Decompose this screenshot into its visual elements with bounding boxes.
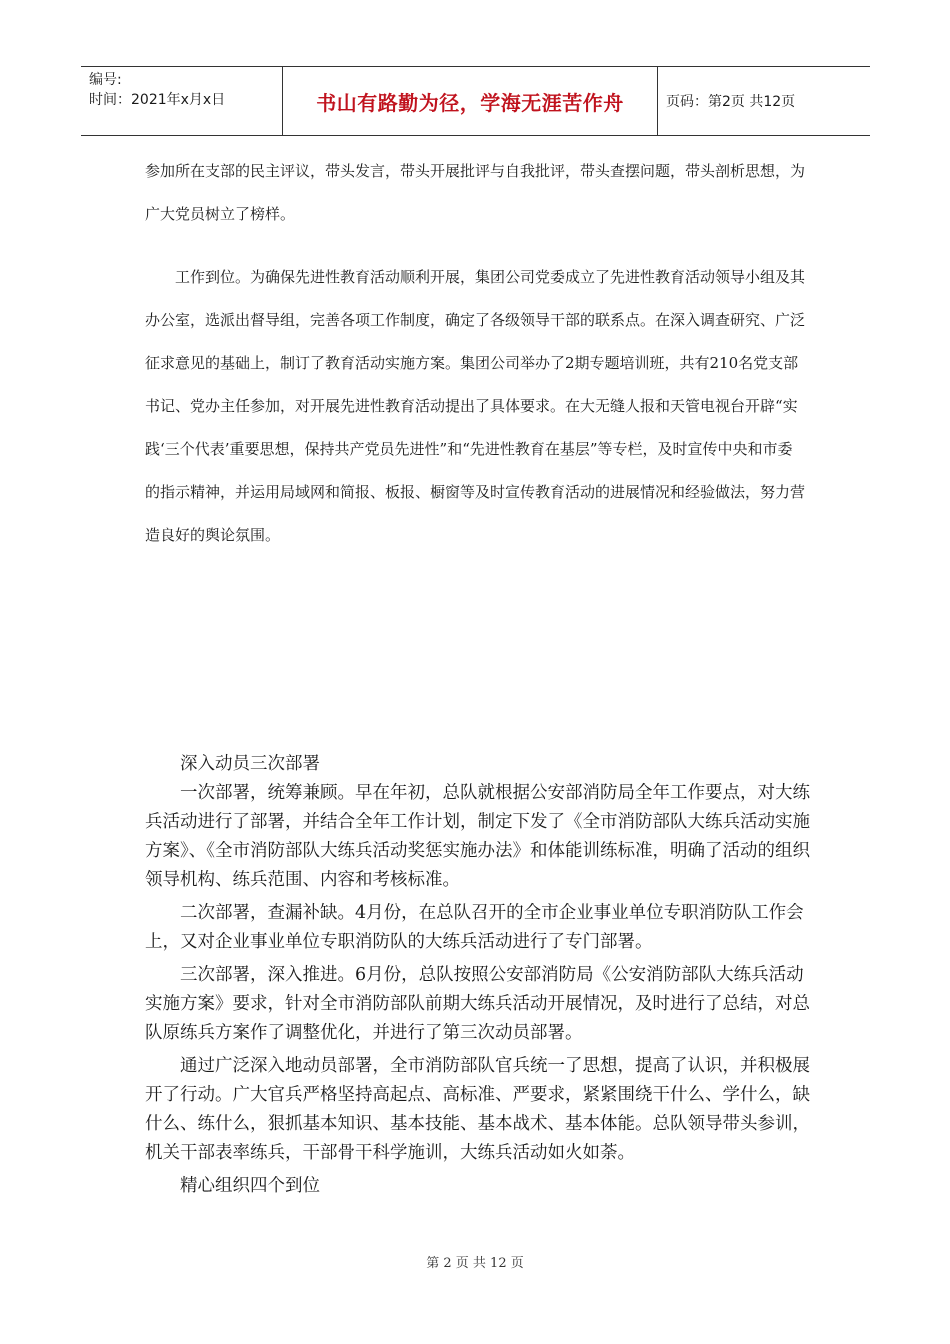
paragraph: 工作到位。为确保先进性教育活动顺利开展，集团公司党委成立了先进性教育活动领导小组及其办公室，选派出督导组，完善各项工作制度，确定了各级领导干部的联系点。在深入调查研究、广泛征求意见的基础上，制订了教育活动实施方案。集团公司举办了2期专题培训班，共有210名党支部书记、党办主任参加，对开展先进性教育活动提出了具体要求。在大无缝人报和天管电视台开辟“实践‘三个代表’重要思想，保持共产党员先进性”和“先进性教育在基层”等专栏，及时宣传中央和市委的指示精神，并运用局域网和简报、板报、橱窗等及时宣传教育活动的进展情况和经验做法，努力营造良好的舆论氛围。 (145, 268, 806, 544)
upper-text-block-2 (145, 256, 805, 557)
page-footer: 第 2 页 共 12 页 (426, 1256, 524, 1271)
paragraph: 三次部署，深入推进。6月份，总队按照公安部消防局《公安消防部队大练兵活动实施方案》要求，针对全市消防部队前期大练兵活动开展情况，及时进行了总结，对总队原练兵方案作了调整优化，并进行了第三次动员部署。 (145, 965, 810, 1043)
paragraph: 参加所在支部的民主评议，带头发言，带头开展批评与自我批评，带头查摆问题，带头剖析思想，为广大党员树立了榜样。 (145, 162, 806, 223)
upper-text-block (145, 150, 805, 236)
lower-text-block (145, 750, 810, 1201)
header-meta (81, 67, 283, 135)
paragraph: 一次部署，统筹兼顾。早在年初，总队就根据公安部消防局全年工作要点，对大练兵活动进行了部署，并结合全年工作计划，制定下发了《全市消防部队大练兵活动实施方案》、《全市消防部队大练兵活动奖惩实施办法》和体能训练标准，明确了活动的组织领导机构、练兵范围、内容和考核标准。 (145, 783, 810, 890)
header-page-info: 页码：第2页 共12页 (666, 94, 796, 110)
section-heading: 深入动员三次部署 (180, 754, 320, 774)
paragraph: 通过广泛深入地动员部署，全市消防部队官兵统一了思想，提高了认识，并积极展开了行动。广大官兵严格坚持高起点、高标准、严要求，紧紧围绕干什么、学什么，缺什么、练什么，狠抓基本知识、基本技能、基本战术、基本体能。总队领导带头参训，机关干部表率练兵，干部骨干科学施训，大练兵活动如火如荼。 (145, 1056, 810, 1163)
document-header (81, 66, 870, 136)
header-motto: 书山有路勤为径，学海无涯苦作舟 (283, 67, 658, 135)
section-heading: 精心组织四个到位 (180, 1176, 320, 1196)
paragraph: 二次部署，查漏补缺。4月份，在总队召开的全市企业事业单位专职消防队工作会上，又对企业事业单位专职消防队的大练兵活动进行了专门部署。 (145, 903, 804, 952)
time-label: 时间：2021年x月x日 (89, 92, 226, 108)
number-label: 编号: (89, 72, 122, 88)
